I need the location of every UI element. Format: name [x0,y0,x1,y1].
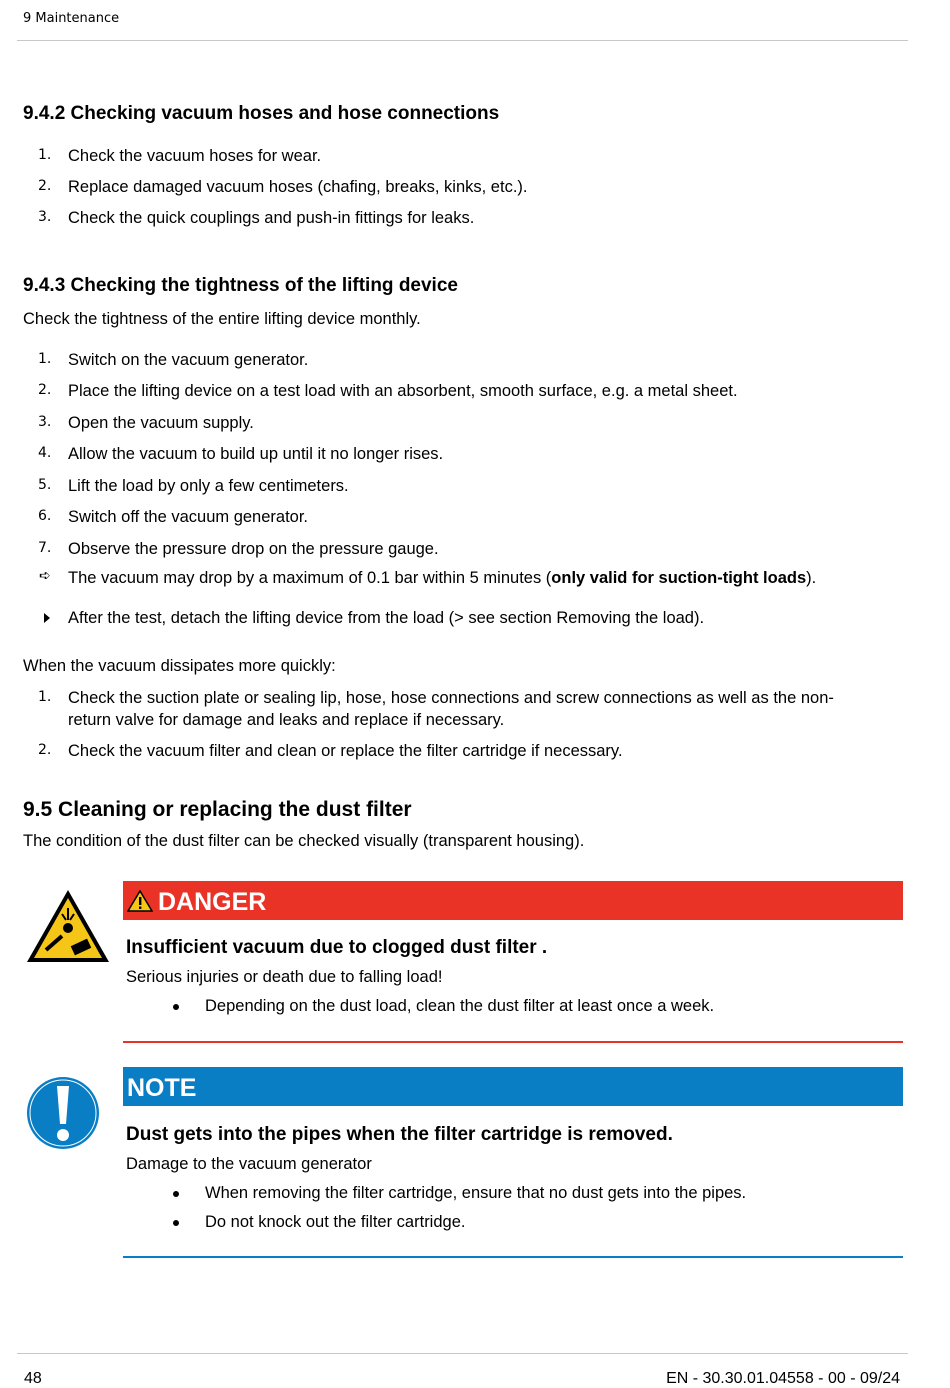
result-text-pre: The vacuum may drop by a maximum of 0.1 bar within 5 minutes ( [68,569,552,587]
note-label: NOTE [127,1074,197,1102]
list-item [0,506,940,528]
bullet-dot [173,1004,179,1010]
list-text: Replace damaged vacuum hoses (chafing, breaks, kinks, etc.). [68,178,528,196]
list-item [0,538,940,560]
danger-label: DANGER [158,888,267,916]
falling-load-warning-icon [24,886,112,966]
section-943-title: 9.4.3 Checking the tightness of the lifting device [23,275,458,296]
list-number: 1. [38,147,52,163]
when-text: When the vacuum dissipates more quickly: [23,657,336,675]
action-item [0,607,940,629]
list-text: Lift the load by only a few centimeters. [68,477,349,495]
list-number: 2. [38,382,52,398]
list-text: Check the vacuum filter and clean or replace the filter cartridge if necessary. [68,742,623,760]
list-item [0,412,940,434]
triangle-right-icon [44,613,50,623]
document-code: EN - 30.30.01.04558 - 00 - 09/24 [666,1370,900,1387]
list-item [0,380,940,402]
list-number: 2. [38,178,52,194]
bullet-text: Do not knock out the filter cartridge. [205,1213,466,1231]
result-arrow-icon: ➪ [39,567,51,583]
list-text-line1: Check the suction plate or sealing lip, hose, hose connections and screw connections as well as the non- [68,689,834,707]
list-item [0,145,940,167]
action-text: After the test, detach the lifting device from the load (> see section Removing the load). [68,609,705,627]
bullet-dot [173,1191,179,1197]
list-number: 4. [38,445,52,461]
bullet-dot [173,1220,179,1226]
section-942-title: 9.4.2 Checking vacuum hoses and hose connections [23,103,500,124]
list-number: 6. [38,508,52,524]
list-item [0,687,940,731]
danger-consequence: Serious injuries or death due to falling load! [126,968,443,986]
header-divider [17,40,908,41]
page-number: 48 [24,1370,42,1387]
list-text: Observe the pressure drop on the pressure gauge. [68,540,439,558]
list-number: 2. [38,742,52,758]
list-item [0,176,940,198]
list-item [0,207,940,229]
list-number: 3. [38,414,52,430]
result-text-bold: only valid for suction-tight loads [551,569,807,587]
list-text: Allow the vacuum to build up until it no longer rises. [68,445,444,463]
bullet-text: Depending on the dust load, clean the dust filter at least once a week. [205,997,715,1015]
danger-banner [123,881,903,920]
warning-triangle-icon [127,890,153,912]
list-item [0,349,940,371]
header-section: 9 Maintenance [23,11,120,26]
list-number: 3. [38,209,52,225]
list-text: Check the vacuum hoses for wear. [68,147,322,165]
section-95-intro: The condition of the dust filter can be checked visually (transparent housing). [23,832,585,850]
list-text: Open the vacuum supply. [68,414,254,432]
footer-divider [17,1353,908,1354]
note-bottom-rule [123,1256,903,1258]
exclamation-info-icon [24,1074,102,1152]
list-text: Switch off the vacuum generator. [68,508,308,526]
note-consequence: Damage to the vacuum generator [126,1155,372,1173]
result-text [68,567,900,589]
list-text: Check the quick couplings and push-in fittings for leaks. [68,209,475,227]
list-text: Switch on the vacuum generator. [68,351,309,369]
list-text: Place the lifting device on a test load with an absorbent, smooth surface, e.g. a metal sheet. [68,382,738,400]
note-banner [123,1067,903,1106]
danger-heading: Insufficient vacuum due to clogged dust filter . [126,937,548,958]
note-heading: Dust gets into the pipes when the filter cartridge is removed. [126,1124,673,1145]
list-item [0,443,940,465]
result-item [0,567,940,589]
list-item [0,740,940,762]
section-943-intro: Check the tightness of the entire lifting device monthly. [23,310,421,328]
list-text-line2: return valve for damage and leaks and replace if necessary. [68,711,505,729]
bullet-text: When removing the filter cartridge, ensure that no dust gets into the pipes. [205,1184,747,1202]
list-item [0,475,940,497]
result-text-post: ). [806,569,817,587]
list-number: 1. [38,689,52,705]
section-95-title: 9.5 Cleaning or replacing the dust filter [23,798,412,821]
list-number: 7. [38,540,52,556]
list-number: 5. [38,477,52,493]
list-number: 1. [38,351,52,367]
danger-bottom-rule [123,1041,903,1043]
